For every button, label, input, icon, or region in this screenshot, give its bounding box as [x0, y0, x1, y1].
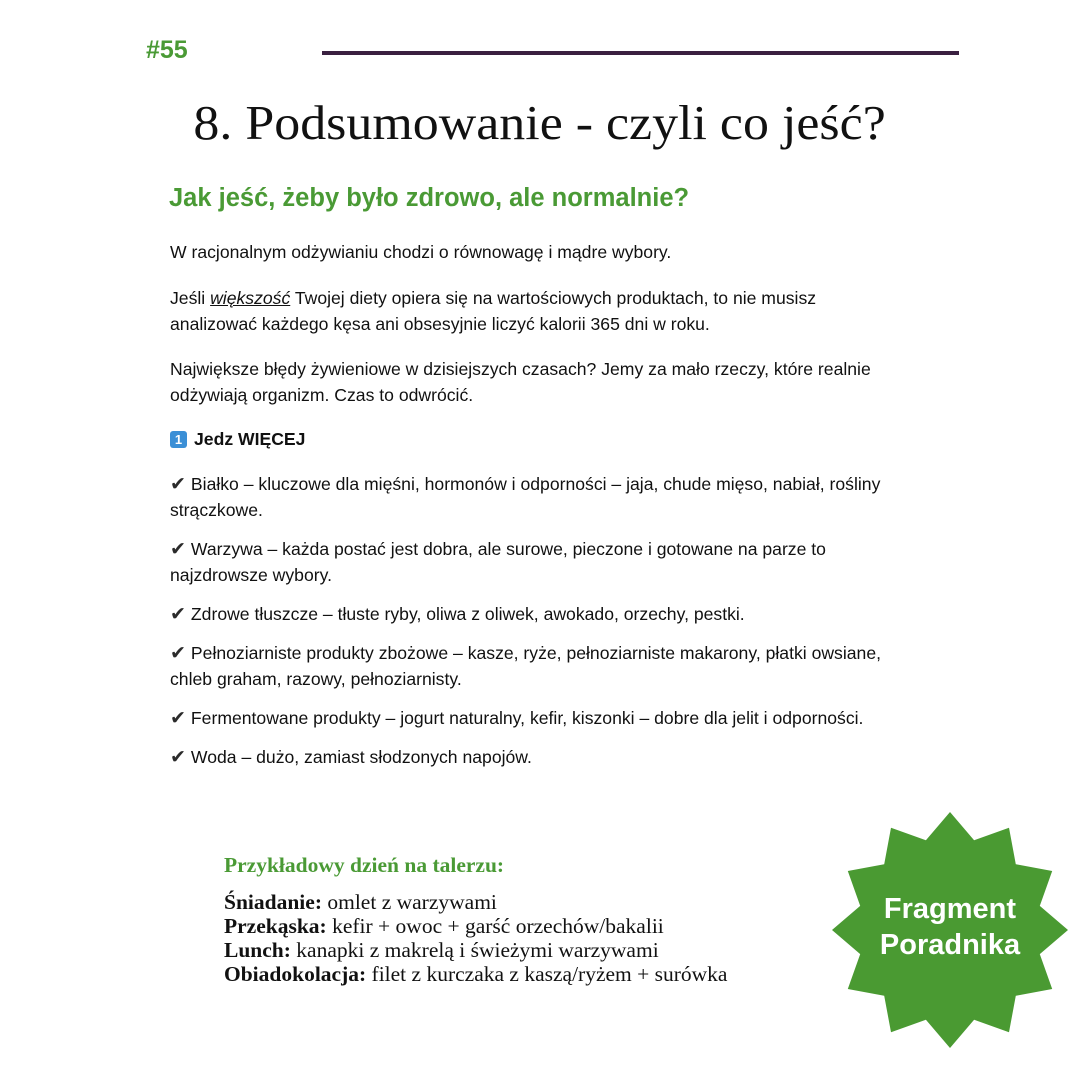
- meal-line: [224, 890, 727, 914]
- list-item-text: Warzywa – każda postać jest dobra, ale surowe, pieczone i gotowane na parze to najzdrowsze wybory.: [170, 539, 826, 585]
- page-number: #55: [146, 36, 188, 64]
- list-item-text: Pełnoziarniste produkty zbożowe – kasze, ryże, pełnoziarniste makarony, płatki owsiane, chleb graham, razowy, pełnoziarnisty.: [170, 643, 882, 689]
- list-item-text: Fermentowane produkty – jogurt naturalny, kefir, kiszonki – dobre dla jelit i odporności.: [190, 708, 864, 728]
- list-item: [170, 640, 890, 692]
- p2-suffix: Twojej diety opiera się na wartościowych produktach, to nie musisz analizować każdego kęsa ani obsesyjnie liczyć kalorii 365 dni w roku.: [170, 288, 817, 334]
- meal-label: Śniadanie:: [224, 890, 322, 914]
- meal-label: Przekąska:: [224, 914, 327, 938]
- list-item-text: Zdrowe tłuszcze – tłuste ryby, oliwa z oliwek, awokado, orzechy, pestki.: [190, 604, 745, 624]
- meal-plan-list: [224, 890, 727, 986]
- meal-text: kefir + owoc + garść orzechów/bakalii: [326, 914, 664, 938]
- list-item-text: Białko – kluczowe dla mięśni, hormonów i odporności – jaja, chude mięso, nabiał, rośliny strączkowe.: [170, 474, 881, 520]
- check-mark-icon: ✔: [170, 603, 186, 625]
- eat-more-list: [170, 471, 890, 783]
- badge-label: [830, 891, 1070, 963]
- meal-text: omlet z warzywami: [321, 890, 497, 914]
- meal-line: [224, 938, 727, 962]
- intro-paragraph-2: [170, 285, 890, 337]
- header-rule: [322, 51, 959, 55]
- check-mark-icon: ✔: [170, 473, 186, 495]
- badge-line-1: Fragment: [883, 893, 1017, 925]
- meal-plan-heading: Przykładowy dzień na talerzu:: [224, 853, 505, 877]
- meal-line: [224, 914, 727, 938]
- badge-line-2: Poradnika: [879, 929, 1021, 961]
- meal-text: filet z kurczaka z kaszą/ryżem + surówka: [366, 962, 728, 986]
- eat-more-heading-text: Jedz WIĘCEJ: [194, 429, 306, 449]
- check-mark-icon: ✔: [170, 642, 186, 664]
- list-item: [170, 536, 890, 588]
- p2-emphasis: większość: [210, 288, 291, 308]
- list-item: [170, 471, 890, 523]
- list-item: [170, 705, 890, 731]
- check-mark-icon: ✔: [170, 707, 186, 729]
- meal-label: Lunch:: [224, 938, 291, 962]
- list-item-text: Woda – dużo, zamiast słodzonych napojów.: [190, 747, 532, 767]
- intro-paragraph-3: Największe błędy żywieniowe w dzisiejszych czasach? Jemy za mało rzeczy, które realnie odżywiają organizm. Czas to odwrócić.: [170, 359, 871, 405]
- keycap-one-icon: 1: [170, 431, 187, 448]
- meal-text: kanapki z makrelą i świeżymi warzywami: [290, 938, 659, 962]
- page-title-text: 8. Podsumowanie - czyli co jeść?: [193, 95, 887, 150]
- intro-paragraph-1: W racjonalnym odżywianiu chodzi o równowagę i mądre wybory.: [170, 242, 672, 262]
- p2-prefix: Jeśli: [170, 288, 211, 308]
- check-mark-icon: ✔: [170, 538, 186, 560]
- meal-label: Obiadokolacja:: [224, 962, 367, 986]
- section-subtitle: Jak jeść, żeby było zdrowo, ale normalnie?: [169, 184, 690, 212]
- list-item: [170, 744, 890, 770]
- page-title: [0, 94, 1080, 151]
- list-item: [170, 601, 890, 627]
- meal-line: [224, 962, 727, 986]
- check-mark-icon: ✔: [170, 746, 186, 768]
- eat-more-heading: [170, 426, 890, 452]
